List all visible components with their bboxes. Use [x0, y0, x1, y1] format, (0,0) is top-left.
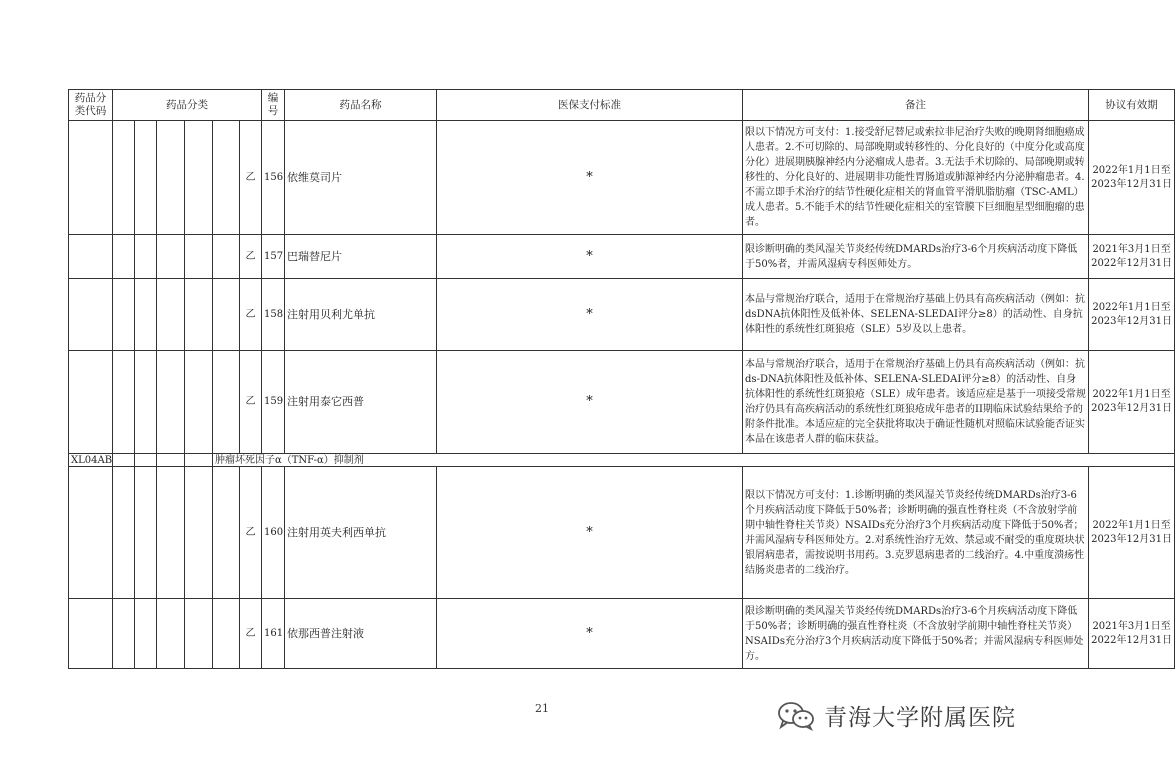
grade-cell: 乙 — [240, 279, 262, 351]
validity-to: 2023年12月31日 — [1091, 403, 1172, 414]
class-label-cell: 肿瘤坏死因子α（TNF-α）抑制剂 — [213, 454, 1175, 467]
page-number: 21 — [535, 702, 549, 715]
grade-cell: 乙 — [240, 121, 262, 235]
table-row — [69, 121, 1175, 235]
header-drug-name: 药品名称 — [285, 90, 437, 121]
payment-cell: * — [437, 121, 743, 235]
drug-name-cell: 注射用泰它西普 — [285, 351, 437, 454]
validity-from: 2022年1月1日至 — [1092, 301, 1171, 313]
validity-cell — [1089, 599, 1175, 669]
validity-from: 2022年1月1日至 — [1092, 389, 1171, 400]
validity-cell — [1089, 121, 1175, 235]
payment-cell: * — [437, 279, 743, 351]
grade-cell: 乙 — [240, 599, 262, 669]
validity-cell — [1089, 235, 1175, 279]
drug-name-cell: 巴瑞替尼片 — [285, 235, 437, 279]
header-validity: 协议有效期 — [1089, 90, 1175, 121]
number-cell: 161 — [262, 599, 285, 669]
remarks-cell: 本品与常规治疗联合，适用于在常规治疗基础上仍具有高疾病活动（例如：抗ds-DNA抗体阳性及低补体、SELENA-SLEDAI评分≥8）的活动性、自身抗体阳性的系统性红斑狼疮（SLE）成年患者。该适应症是基于一项接受常规治疗仍具有高疾病活动的系统性红斑狼疮成年患者的II期临床试验结果给予的附条件批准。本适应症的完全获批将取决于确证性随机对照临床试验能否证实本品在该患者人群的临床获益。 — [743, 351, 1089, 454]
grade-cell: 乙 — [240, 467, 262, 599]
watermark-text: 青海大学附属医院 — [824, 704, 1016, 731]
number-cell: 160 — [262, 467, 285, 599]
validity-to: 2022年12月31日 — [1091, 257, 1172, 269]
drug-name-cell: 依那西普注射液 — [285, 599, 437, 669]
header-number: 编号 — [262, 90, 285, 121]
watermark — [776, 700, 1016, 730]
remarks-cell: 本品与常规治疗联合，适用于在常规治疗基础上仍具有高疾病活动（例如：抗dsDNA抗体阳性及低补体、SELENA-SLEDAI评分≥8）的活动性、自身抗体阳性的系统性红斑狼疮（SLE）5岁及以上患者。 — [743, 279, 1089, 351]
header-category: 药品分类 — [113, 90, 262, 121]
validity-cell — [1089, 279, 1175, 351]
class-row — [69, 454, 1175, 467]
drug-table — [68, 89, 1175, 669]
number-cell: 157 — [262, 235, 285, 279]
payment-cell: * — [437, 599, 743, 669]
remarks-cell: 限以下情况方可支付：1.接受舒尼替尼或索拉非尼治疗失败的晚期肾细胞癌成人患者。2.不可切除的、局部晚期或转移性的、分化良好的（中度分化或高度分化）进展期胰腺神经内分泌瘤成人患者。3.无法手术切除的、局部晚期或转移性的、分化良好的、进展期非功能性胃肠道或肺源神经内分泌肿瘤患者。4.不需立即手术治疗的结节性硬化症相关的肾血管平滑肌脂肪瘤（TSC-AML）成人患者。5.不能手术的结节性硬化症相关的室管膜下巨细胞星型细胞瘤的患者。 — [743, 121, 1089, 235]
payment-cell: * — [437, 235, 743, 279]
remarks-cell: 限诊断明确的类风湿关节炎经传统DMARDs治疗3-6个月疾病活动度下降低于50%者，并需风湿病专科医师处方。 — [743, 235, 1089, 279]
payment-cell: * — [437, 351, 743, 454]
validity-cell — [1089, 351, 1175, 454]
remarks-cell: 限诊断明确的类风湿关节炎经传统DMARDs治疗3-6个月疾病活动度下降低于50%者；诊断明确的强直性脊柱炎（不含放射学前期中轴性脊柱关节炎）NSAIDs充分治疗3个月疾病活动度下降低于50%者；并需风湿病专科医师处方。 — [743, 599, 1089, 669]
wechat-icon — [776, 700, 816, 730]
validity-to: 2022年12月31日 — [1091, 634, 1172, 646]
validity-to: 2023年12月31日 — [1091, 178, 1172, 190]
validity-to: 2023年12月31日 — [1091, 315, 1172, 327]
validity-from: 2021年3月1日至 — [1092, 243, 1171, 255]
validity-from: 2022年1月1日至 — [1092, 519, 1171, 531]
validity-from: 2021年3月1日至 — [1092, 620, 1171, 632]
class-code-cell: XL04AB — [69, 454, 113, 467]
drug-name-cell: 依维莫司片 — [285, 121, 437, 235]
drug-name-cell: 注射用贝利尤单抗 — [285, 279, 437, 351]
remarks-cell: 限以下情况方可支付：1.诊断明确的类风湿关节炎经传统DMARDs治疗3-6个月疾病活动度下降低于50%者；诊断明确的强直性脊柱炎（不含放射学前期中轴性脊柱关节炎）NSAIDs充分治疗3个月疾病活动度下降低于50%者；并需风湿病专科医师处方。2.对系统性治疗无效、禁忌或不耐受的重度斑块状银屑病患者，需按说明书用药。3.克罗恩病患者的二线治疗。4.中重度溃疡性结肠炎患者的二线治疗。 — [743, 467, 1089, 599]
grade-cell: 乙 — [240, 235, 262, 279]
validity-from: 2022年1月1日至 — [1092, 164, 1171, 176]
table-row — [69, 351, 1175, 454]
number-cell: 159 — [262, 351, 285, 454]
number-cell: 158 — [262, 279, 285, 351]
validity-to: 2023年12月31日 — [1091, 533, 1172, 545]
validity-cell — [1089, 467, 1175, 599]
table-row — [69, 235, 1175, 279]
grade-cell: 乙 — [240, 351, 262, 454]
table-row — [69, 599, 1175, 669]
drug-name-cell: 注射用英夫利西单抗 — [285, 467, 437, 599]
header-payment-standard: 医保支付标准 — [437, 90, 743, 121]
table-header-row — [69, 90, 1175, 121]
table-row — [69, 279, 1175, 351]
number-cell: 156 — [262, 121, 285, 235]
header-class-code: 药品分类代码 — [69, 90, 113, 121]
table-row — [69, 467, 1175, 599]
payment-cell: * — [437, 467, 743, 599]
header-remarks: 备注 — [743, 90, 1089, 121]
